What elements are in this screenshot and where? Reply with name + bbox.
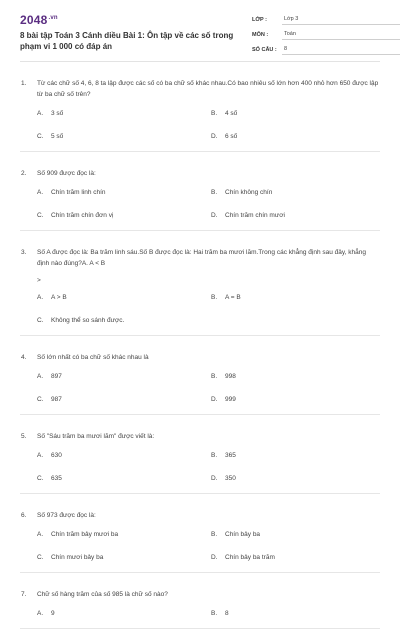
option-text: Chín bảy ba [225, 531, 261, 538]
answer-option[interactable] [211, 530, 380, 539]
answer-option[interactable] [211, 132, 380, 141]
answer-option[interactable] [211, 609, 380, 618]
answer-option[interactable] [37, 293, 211, 302]
question-extra-text: > [37, 277, 41, 284]
answer-options [20, 293, 380, 325]
document-meta [252, 12, 400, 57]
option-text: 999 [225, 396, 236, 403]
answer-option[interactable] [211, 188, 380, 197]
option-text: 897 [51, 373, 62, 380]
option-text: 998 [225, 373, 236, 380]
option-text: 630 [51, 452, 62, 459]
option-letter: C. [37, 475, 44, 482]
answer-option[interactable] [211, 395, 380, 404]
question-number: 6. [21, 512, 27, 519]
question-number: 7. [21, 591, 27, 598]
option-letter: D. [211, 133, 218, 140]
option-letter: C. [37, 554, 44, 561]
answer-option[interactable] [211, 293, 380, 302]
question-3 [20, 231, 380, 336]
document-header [20, 0, 380, 62]
option-text: Chín trăm chín mươi [225, 212, 285, 219]
question-4 [20, 336, 380, 415]
option-text: 4 số [225, 110, 238, 117]
answer-option[interactable] [37, 372, 211, 381]
answer-options [20, 372, 380, 404]
option-text: 350 [225, 475, 236, 482]
question-text: Số 909 được đọc là: [37, 170, 96, 177]
question-text: Từ các chữ số 4, 6, 8 ta lập được các số có ba chữ số khác nhau.Có bao nhiêu số lớn hơn 400 nhỏ hơn 650 được lập từ ba chữ số trên? [37, 80, 379, 98]
option-text: 8 [225, 610, 229, 617]
question-stem [20, 62, 380, 100]
answer-option[interactable] [211, 474, 380, 483]
option-letter: A. [37, 189, 44, 196]
answer-option[interactable] [37, 109, 211, 118]
option-text: 5 số [51, 133, 64, 140]
meta-value: 8 [282, 46, 400, 55]
option-letter: C. [37, 317, 44, 324]
option-letter: B. [211, 110, 218, 117]
option-text: Không thể so sánh được. [51, 317, 125, 324]
option-letter: D. [211, 396, 218, 403]
option-text: 9 [51, 610, 55, 617]
option-text: Chín trăm bảy mươi ba [51, 531, 119, 538]
question-stem [20, 152, 380, 179]
answer-option[interactable] [37, 211, 211, 220]
question-2 [20, 152, 380, 231]
option-letter: A. [37, 531, 44, 538]
question-list [20, 62, 380, 629]
option-text: Chín trăm chín đơn vị [51, 212, 114, 219]
option-letter: D. [211, 212, 218, 219]
meta-value: Lớp 3 [282, 16, 400, 25]
option-letter: B. [211, 452, 218, 459]
document-title: 8 bài tập Toán 3 Cánh diều Bài 1: Ôn tập về các số trong phạm vi 1 000 có đáp án [20, 31, 234, 51]
answer-option[interactable] [211, 372, 380, 381]
option-letter: A. [37, 373, 44, 380]
question-text: Số A được đọc là: Ba trăm linh sáu.Số B được đọc là: Hai trăm ba mươi lăm.Trong các khẳng định sau đây, khẳng định nào đúng?A. A < B [37, 249, 366, 267]
question-stem [20, 573, 380, 600]
option-text: A > B [51, 294, 67, 301]
option-letter: A. [37, 294, 44, 301]
answer-options [20, 609, 380, 618]
answer-option[interactable] [37, 474, 211, 483]
option-text: Chín mươi bảy ba [51, 554, 104, 561]
question-number: 2. [21, 170, 27, 177]
answer-options [20, 188, 380, 220]
answer-option[interactable] [211, 109, 380, 118]
meta-label: SỐ CÂU : [252, 47, 277, 53]
option-text: Chín trăm linh chín [51, 189, 106, 196]
option-letter: B. [211, 189, 218, 196]
question-number: 1. [21, 80, 27, 87]
question-stem [20, 336, 380, 363]
option-text: 6 số [225, 133, 238, 140]
meta-value: Toán [282, 31, 400, 40]
question-text: Số 973 được đọc là: [37, 512, 96, 519]
option-text: 635 [51, 475, 62, 482]
option-letter: D. [211, 554, 218, 561]
option-letter: A. [37, 452, 44, 459]
option-text: Chín không chín [225, 189, 273, 196]
option-letter: B. [211, 610, 218, 617]
option-text: Chín bảy ba trăm [225, 554, 275, 561]
question-stem [20, 494, 380, 521]
answer-option[interactable] [211, 211, 380, 220]
option-letter: C. [37, 133, 44, 140]
answer-option[interactable] [37, 609, 211, 618]
answer-option[interactable] [211, 451, 380, 460]
option-text: 365 [225, 452, 236, 459]
answer-option[interactable] [37, 188, 211, 197]
option-text: 3 số [51, 110, 64, 117]
meta-row-question-count [252, 42, 400, 55]
answer-option[interactable] [37, 395, 211, 404]
question-5 [20, 415, 380, 494]
question-7 [20, 573, 380, 629]
answer-options [20, 530, 380, 562]
question-stem [20, 231, 380, 269]
question-text: Số "Sáu trăm ba mươi lăm" được viết là: [37, 433, 155, 440]
question-text: Chữ số hàng trăm của số 985 là chữ số nào? [37, 591, 168, 598]
answer-option[interactable] [211, 553, 380, 562]
question-stem [20, 415, 380, 442]
option-letter: A. [37, 110, 44, 117]
question-1 [20, 62, 380, 152]
meta-row-class [252, 12, 400, 25]
option-letter: B. [211, 294, 218, 301]
option-letter: C. [37, 212, 44, 219]
question-number: 3. [21, 249, 27, 256]
answer-option[interactable] [37, 316, 380, 325]
question-number: 4. [21, 354, 27, 361]
option-letter: A. [37, 610, 44, 617]
option-letter: B. [211, 531, 218, 538]
option-letter: D. [211, 475, 218, 482]
option-letter: C. [37, 396, 44, 403]
question-text: Số lớn nhất có ba chữ số khác nhau là [37, 354, 149, 361]
question-6 [20, 494, 380, 573]
answer-option[interactable] [37, 553, 211, 562]
meta-label: MÔN : [252, 32, 269, 38]
question-number: 5. [21, 433, 27, 440]
answer-option[interactable] [37, 451, 211, 460]
option-text: 987 [51, 396, 62, 403]
site-logo[interactable]: $2048^{.vn}$ [20, 13, 58, 27]
answer-options [20, 109, 380, 141]
answer-option[interactable] [37, 132, 211, 141]
option-text: A = B [225, 294, 241, 301]
answer-options [20, 451, 380, 483]
option-letter: B. [211, 373, 218, 380]
meta-label: LỚP : [252, 17, 267, 23]
answer-option[interactable] [37, 530, 211, 539]
meta-row-subject [252, 27, 400, 40]
